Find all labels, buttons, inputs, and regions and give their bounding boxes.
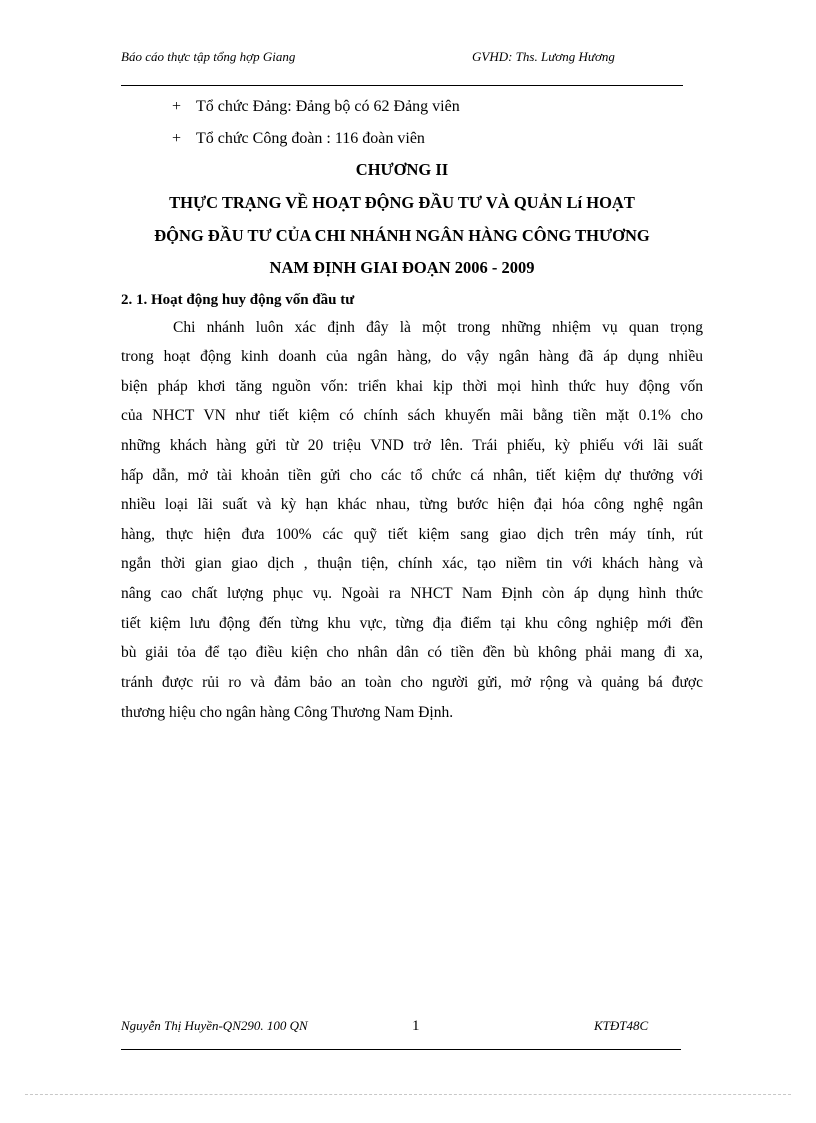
bullet-text: Tổ chức Đảng: Đảng bộ có 62 Đảng viên bbox=[196, 98, 460, 115]
footer-author: Nguyễn Thị Huyền-QN290. 100 QN bbox=[121, 1018, 308, 1033]
paragraph-line: bù giải tỏa để tạo điều kiện cho nhân dân có tiền đền bù không phải mang đi xa, bbox=[121, 644, 703, 661]
footer-page-number: 1 bbox=[412, 1018, 420, 1034]
paragraph-line: Chi nhánh luôn xác định đây là một trong những nhiệm vụ quan trọng bbox=[173, 319, 703, 336]
bullet-item-party bbox=[172, 97, 460, 117]
header-report-title: Báo cáo thực tập tổng hợp Giang bbox=[121, 49, 296, 64]
paragraph-line: biện pháp khơi tăng nguồn vốn: triển khai kịp thời mọi hình thức huy động vốn bbox=[121, 378, 703, 395]
chapter-title-line-1: THỰC TRẠNG VỀ HOẠT ĐỘNG ĐẦU TƯ VÀ QUẢN Lí HOẠT bbox=[169, 193, 635, 212]
page-edge-guide bbox=[25, 1094, 791, 1095]
bullet-text: Tổ chức Công đoàn : 116 đoàn viên bbox=[196, 130, 425, 147]
paragraph-line: tiết kiệm lưu động đến từng khu vực, từng địa điểm tại khu công nghiệp mới đền bbox=[121, 615, 703, 632]
paragraph-line: hàng, thực hiện đưa 100% các quỹ tiết kiệm sang giao dịch trên máy tính, rút bbox=[121, 526, 703, 543]
chapter-title-line-2: ĐỘNG ĐẦU TƯ CỦA CHI NHÁNH NGÂN HÀNG CÔNG THƯƠNG bbox=[154, 226, 650, 245]
paragraph-line: những khách hàng gửi từ 20 triệu VND trở lên. Trái phiếu, kỳ phiếu với lãi suất bbox=[121, 437, 703, 454]
paragraph-line: hấp dẫn, mở tài khoản tiền gửi cho các tổ chức cá nhân, tiết kiệm dự thưởng với bbox=[121, 467, 703, 484]
bullet-mark: + bbox=[172, 98, 182, 115]
section-heading: 2. 1. Hoạt động huy động vốn đầu tư bbox=[121, 292, 355, 308]
footer-class-code: KTĐT48C bbox=[594, 1018, 649, 1033]
chapter-label: CHƯƠNG II bbox=[355, 160, 449, 179]
paragraph-line: nâng cao chất lượng phục vụ. Ngoài ra NHCT Nam Định còn áp dụng hình thức bbox=[121, 585, 703, 602]
header-rule bbox=[121, 85, 683, 86]
paragraph-line: trong hoạt động kinh doanh của ngân hàng, do vậy ngân hàng đã áp dụng nhiều bbox=[121, 348, 703, 365]
paragraph-line: thương hiệu cho ngân hàng Công Thương Nam Định. bbox=[121, 704, 454, 721]
chapter-title-line-3: NAM ĐỊNH GIAI ĐOẠN 2006 - 2009 bbox=[269, 258, 535, 277]
paragraph-line: nhiều loại lãi suất và kỳ hạn khác nhau, từng bước hiện đại hóa công nghệ ngân bbox=[121, 496, 703, 513]
paragraph-line: của NHCT VN như tiết kiệm có chính sách khuyến mãi bằng tiền mặt 0.1% cho bbox=[121, 407, 703, 424]
paragraph-line: tránh được rủi ro và đảm bảo an toàn cho người gửi, mở rộng và quảng bá được bbox=[121, 674, 703, 691]
header-supervisor: GVHD: Ths. Lương Hương bbox=[472, 49, 615, 64]
bullet-item-union bbox=[172, 129, 425, 149]
paragraph-line: ngắn thời gian giao dịch , thuận tiện, chính xác, tạo niềm tin với khách hàng và bbox=[121, 555, 703, 572]
bullet-mark: + bbox=[172, 130, 182, 147]
footer-rule bbox=[121, 1049, 681, 1050]
